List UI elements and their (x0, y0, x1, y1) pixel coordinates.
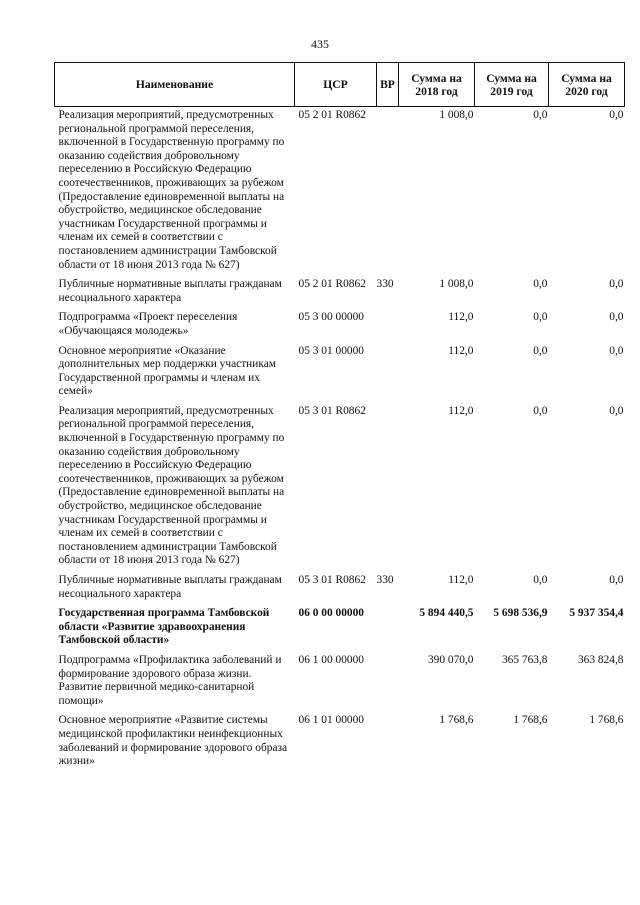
row-vr (377, 712, 399, 772)
table-row (55, 276, 625, 309)
row-name: Реализация мероприятий, предусмотренных региональной программой переселения, включенной в Государственную программу по оказанию содействия добровольному переселению в Российскую Федерацию соотечественников, проживающих за рубежом (Предоставление единовременной выплаты на обустройство, медицинское обследование участникам Государственной программы и членам их семей в соответствии с постановлением администрации Тамбовской области от 18 июня 2013 года № 627) (58, 404, 285, 567)
row-name: Публичные нормативные выплаты гражданам несоциального характера (58, 278, 282, 304)
row-csr: 06 1 00 00000 (298, 653, 364, 666)
row-vr (377, 403, 399, 572)
row-sum-2020: 0,0 (609, 574, 624, 586)
table-row (55, 572, 625, 605)
table-row (55, 309, 625, 342)
row-sum-2018: 1 008,0 (439, 109, 474, 121)
row-sum-2018: 112,0 (448, 574, 474, 586)
table-row (55, 107, 625, 277)
row-vr: 330 (376, 278, 394, 291)
row-sum-2020: 0,0 (609, 344, 624, 357)
row-csr: 05 3 01 00000 (298, 344, 364, 357)
row-sum-2019: 0,0 (533, 574, 548, 586)
row-name: Реализация мероприятий, предусмотренных региональной программой переселения, включенной в Государственную программу по оказанию содействия добровольному переселению в Российскую Федерацию соотечественников, проживающих за рубежом (Предоставление единовременной выплаты на обустройство, медицинское обследование участникам Государственной программы и членам их семей в соответствии с постановлением администрации Тамбовской области от 18 июня 2013 года № 627) (58, 109, 285, 271)
row-sum-2019: 0,0 (533, 311, 548, 324)
row-csr: 05 3 00 00000 (298, 311, 364, 324)
row-sum-2019: 365 763,8 (501, 653, 548, 666)
row-name: Подпрограмма «Профилактика заболеваний и формирование здорового образа жизни. Развитие первичной медико-санитарной помощи» (58, 653, 282, 707)
header-vr: ВР (377, 63, 399, 107)
row-csr: 05 2 01 R0862 (298, 278, 366, 291)
row-sum-2020: 0,0 (609, 404, 624, 417)
row-sum-2020: 1 768,6 (589, 714, 624, 727)
row-sum-2019: 5 698 536,9 (493, 607, 548, 620)
row-sum-2019: 0,0 (533, 278, 548, 291)
row-csr: 06 0 00 00000 (298, 607, 364, 620)
table-body (55, 107, 625, 773)
row-vr (377, 309, 399, 342)
row-vr (377, 605, 399, 652)
page-number: 435 (311, 37, 329, 51)
row-sum-2018: 390 070,0 (427, 653, 474, 666)
row-vr (377, 343, 399, 403)
row-sum-2020: 0,0 (609, 311, 624, 324)
row-sum-2019: 0,0 (533, 344, 548, 357)
row-csr: 05 3 01 R0862 (298, 404, 366, 417)
row-csr: 06 1 01 00000 (298, 714, 364, 727)
row-csr: 05 3 01 R0862 (298, 574, 366, 586)
table-row (55, 652, 625, 712)
budget-table (54, 62, 625, 773)
row-name: Подпрограмма «Проект переселения «Обучающаяся молодежь» (58, 311, 238, 337)
header-sum-2018: Сумма на 2018 год (399, 63, 475, 107)
row-sum-2020: 5 937 354,4 (569, 607, 624, 620)
header-sum-2019: Сумма на 2019 год (475, 63, 549, 107)
row-vr (377, 652, 399, 712)
table-header-row (55, 63, 625, 107)
row-sum-2018: 1 768,6 (439, 714, 474, 727)
row-sum-2018: 112,0 (448, 344, 474, 357)
row-name: Основное мероприятие «Оказание дополнительных мер поддержки участникам Государственной программы и членам их семей» (58, 344, 277, 398)
table-row (55, 605, 625, 652)
row-vr: 330 (376, 574, 394, 586)
header-sum-2020: Сумма на 2020 год (549, 63, 625, 107)
row-sum-2020: 0,0 (609, 278, 624, 291)
row-sum-2020: 363 824,8 (577, 653, 624, 666)
row-sum-2019: 1 768,6 (513, 714, 548, 727)
row-sum-2018: 1 008,0 (439, 278, 474, 291)
row-sum-2020: 0,0 (609, 109, 624, 121)
row-sum-2018: 112,0 (448, 404, 474, 417)
table-row (55, 343, 625, 403)
header-csr: ЦСР (295, 63, 377, 107)
row-sum-2019: 0,0 (533, 404, 548, 417)
row-sum-2018: 5 894 440,5 (419, 607, 474, 620)
row-sum-2018: 112,0 (448, 311, 474, 324)
row-vr (377, 107, 399, 277)
row-csr: 05 2 01 R0862 (298, 109, 366, 121)
row-name: Публичные нормативные выплаты гражданам несоциального характера (58, 574, 282, 600)
row-sum-2019: 0,0 (533, 109, 548, 121)
table-row (55, 403, 625, 572)
row-name: Государственная программа Тамбовской области «Развитие здравоохранения Тамбовской области» (58, 607, 270, 647)
row-name: Основное мероприятие «Развитие системы медицинской профилактики неинфекционных заболеваний и формирование здорового образа жизни» (58, 714, 288, 768)
table-row (55, 712, 625, 772)
header-name: Наименование (55, 63, 295, 107)
